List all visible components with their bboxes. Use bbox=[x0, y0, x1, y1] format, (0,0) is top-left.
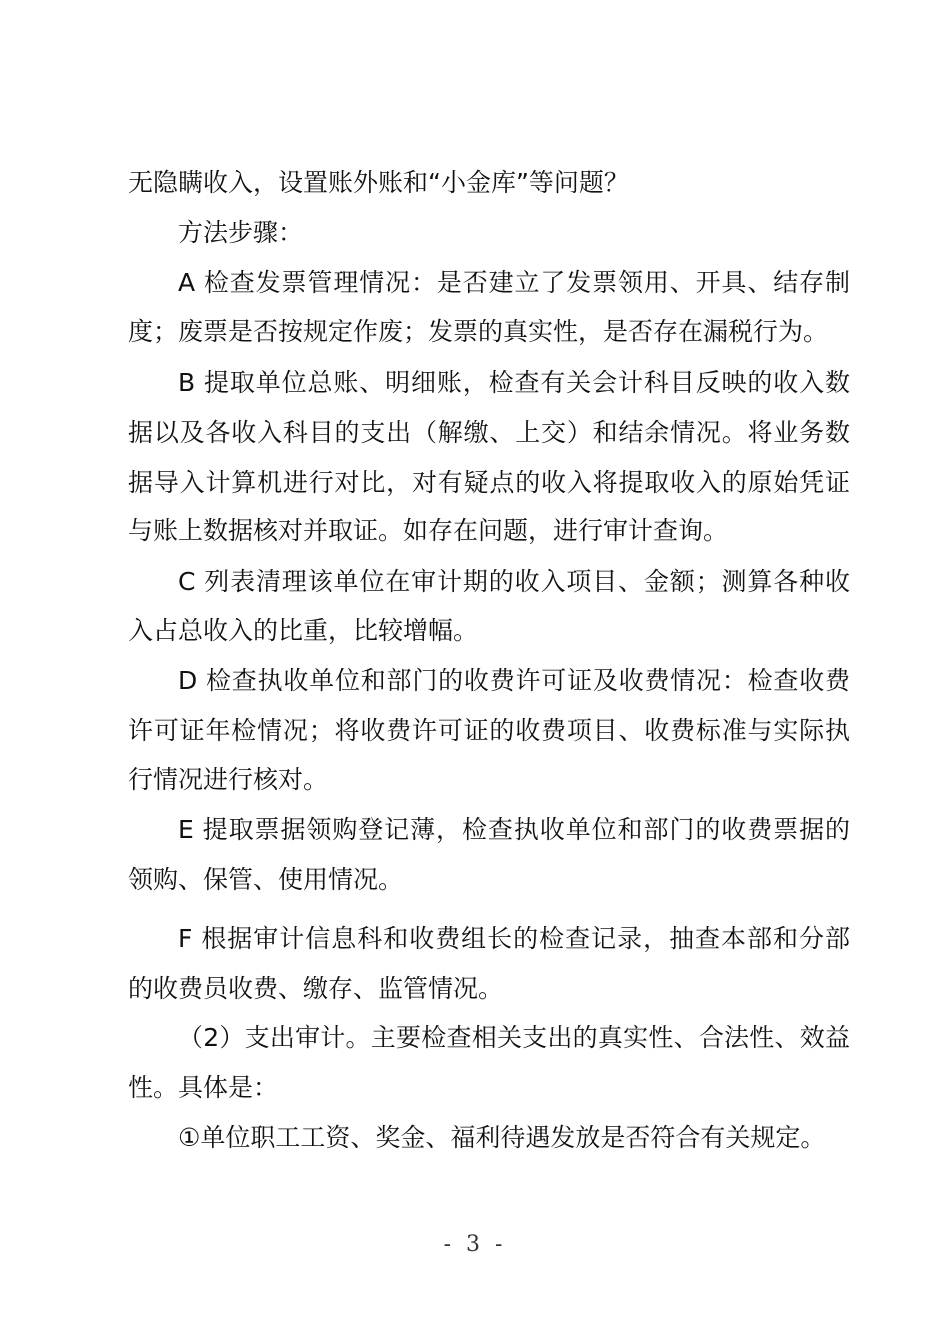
page-number: - 3 - bbox=[443, 1232, 507, 1257]
paragraph-line: 入占总收入的比重，比较增幅。 bbox=[128, 616, 479, 645]
paragraph-line: C 列表清理该单位在审计期的收入项目、金额；测算各种收 bbox=[178, 567, 850, 596]
paragraph-line: F 根据审计信息科和收费组长的检查记录，抽查本部和分部 bbox=[178, 924, 850, 953]
paragraph-line: 领购、保管、使用情况。 bbox=[128, 865, 404, 894]
paragraph-line: ①单位职工工资、奖金、福利待遇发放是否符合有关规定。 bbox=[178, 1123, 826, 1152]
paragraph-line: 行情况进行核对。 bbox=[128, 765, 329, 794]
paragraph-line: （2）支出审计。主要检查相关支出的真实性、合法性、效益 bbox=[178, 1023, 850, 1052]
paragraph-line: D 检查执收单位和部门的收费许可证及收费情况：检查收费 bbox=[178, 666, 850, 695]
paragraph-line: 度；废票是否按规定作废；发票的真实性，是否存在漏税行为。 bbox=[128, 317, 829, 346]
paragraph-line: E 提取票据领购登记薄，检查执收单位和部门的收费票据的 bbox=[178, 815, 850, 844]
paragraph-line: 的收费员收费、缴存、监管情况。 bbox=[128, 974, 504, 1003]
paragraph-line: 无隐瞒收入，设置账外账和“小金库”等问题？ bbox=[128, 168, 629, 197]
paragraph-line: 与账上数据核对并取证。如存在问题，进行审计查询。 bbox=[128, 516, 729, 545]
paragraph-line: B 提取单位总账、明细账，检查有关会计科目反映的收入数 bbox=[178, 368, 850, 397]
paragraph-line: 许可证年检情况；将收费许可证的收费项目、收费标准与实际执 bbox=[128, 716, 850, 745]
paragraph-line: 方法步骤： bbox=[178, 218, 304, 247]
paragraph-line: 据导入计算机进行对比，对有疑点的收入将提取收入的原始凭证 bbox=[128, 468, 850, 497]
paragraph-line: 性。具体是： bbox=[128, 1073, 279, 1102]
paragraph-line: 据以及各收入科目的支出（解缴、上交）和结余情况。将业务数 bbox=[128, 418, 850, 447]
paragraph-line: A 检查发票管理情况：是否建立了发票领用、开具、结存制 bbox=[178, 268, 850, 297]
